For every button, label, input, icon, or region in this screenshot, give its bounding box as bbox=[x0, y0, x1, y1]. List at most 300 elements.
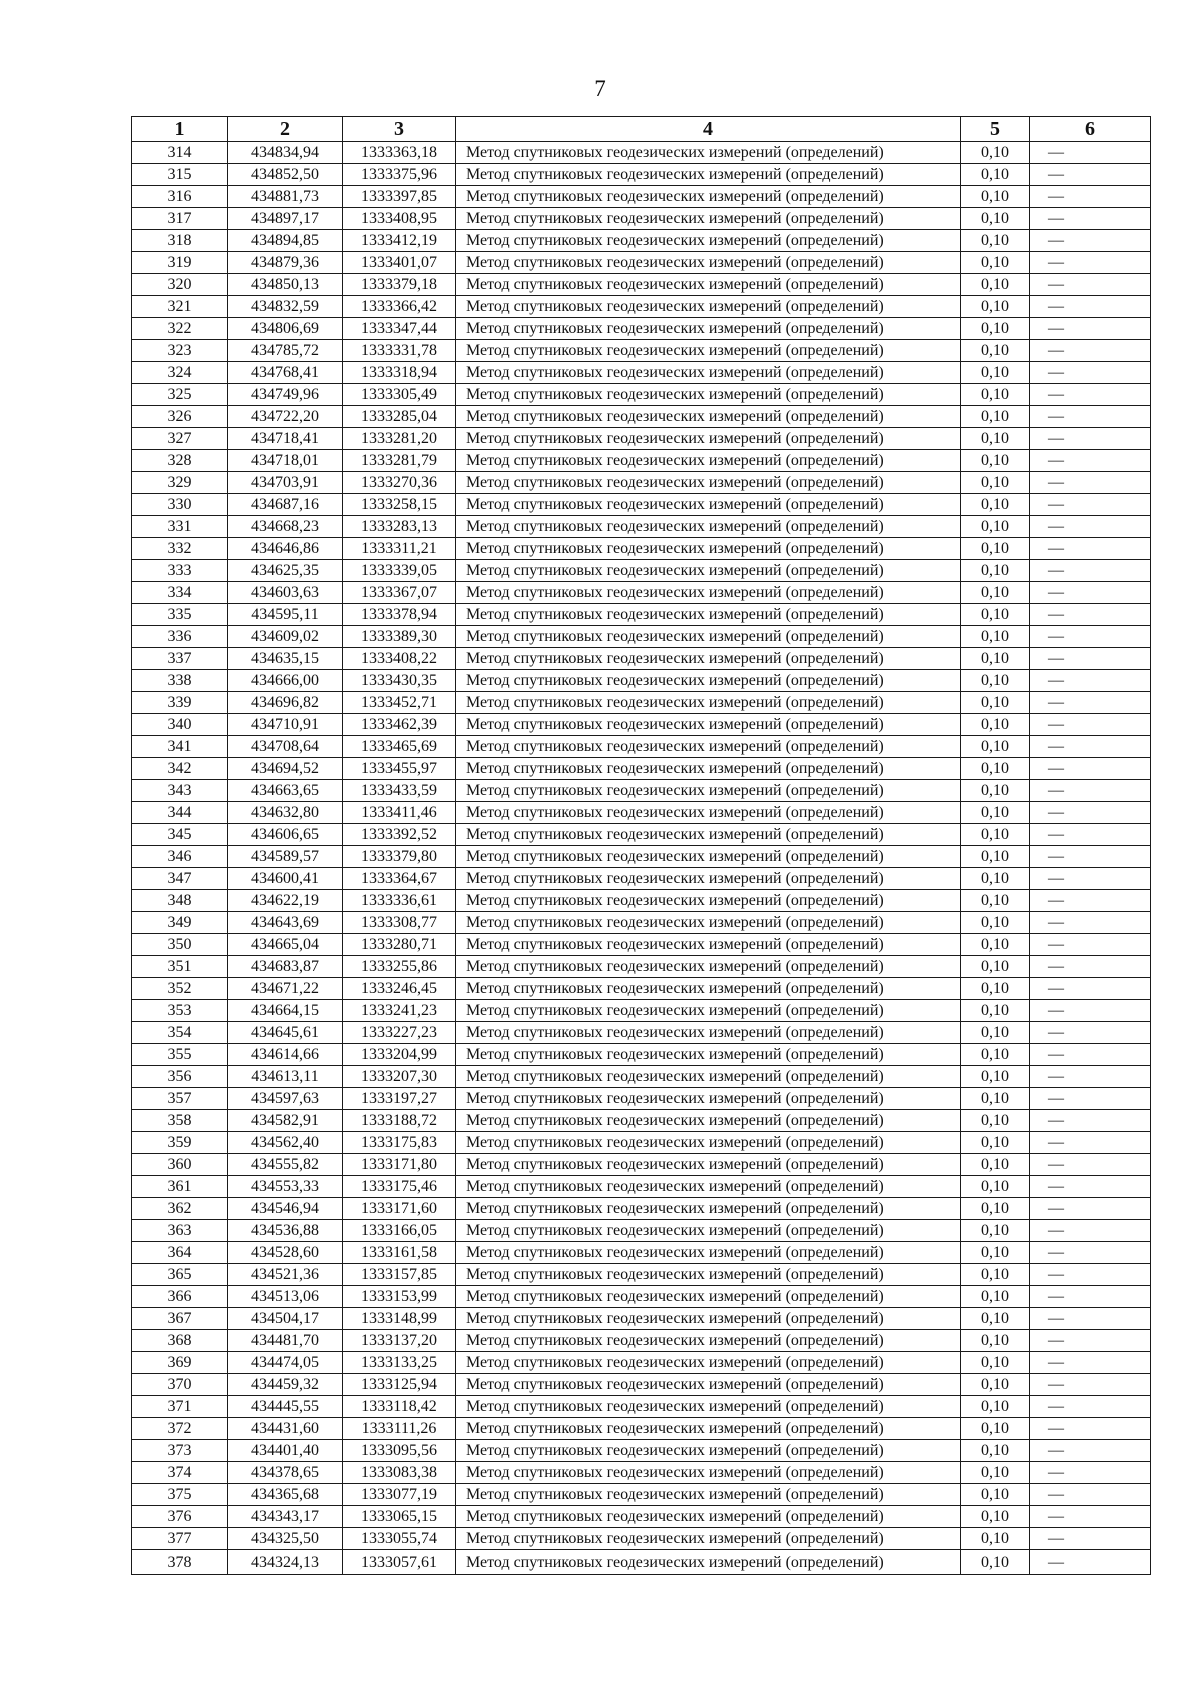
x-coordinate-cell: 434852,50 bbox=[228, 164, 343, 186]
note-cell: — bbox=[1030, 912, 1151, 934]
point-number-cell: 334 bbox=[132, 582, 228, 604]
note-cell: — bbox=[1030, 1066, 1151, 1088]
y-coordinate-cell: 1333197,27 bbox=[343, 1088, 456, 1110]
table-row bbox=[132, 1418, 1151, 1440]
x-coordinate-cell: 434664,15 bbox=[228, 1000, 343, 1022]
point-number-cell: 338 bbox=[132, 670, 228, 692]
table-row bbox=[132, 186, 1151, 208]
accuracy-cell: 0,10 bbox=[961, 538, 1030, 560]
y-coordinate-cell: 1333057,61 bbox=[343, 1550, 456, 1575]
method-cell: Метод спутниковых геодезических измерений (определений) bbox=[456, 164, 961, 186]
method-cell: Метод спутниковых геодезических измерений (определений) bbox=[456, 1330, 961, 1352]
accuracy-cell: 0,10 bbox=[961, 868, 1030, 890]
note-cell: — bbox=[1030, 1242, 1151, 1264]
method-cell: Метод спутниковых геодезических измерений (определений) bbox=[456, 824, 961, 846]
point-number-cell: 336 bbox=[132, 626, 228, 648]
accuracy-cell: 0,10 bbox=[961, 1242, 1030, 1264]
method-cell: Метод спутниковых геодезических измерений (определений) bbox=[456, 230, 961, 252]
y-coordinate-cell: 1333111,26 bbox=[343, 1418, 456, 1440]
accuracy-cell: 0,10 bbox=[961, 626, 1030, 648]
x-coordinate-cell: 434632,80 bbox=[228, 802, 343, 824]
x-coordinate-cell: 434643,69 bbox=[228, 912, 343, 934]
table-row bbox=[132, 230, 1151, 252]
accuracy-cell: 0,10 bbox=[961, 274, 1030, 296]
accuracy-cell: 0,10 bbox=[961, 494, 1030, 516]
point-number-cell: 362 bbox=[132, 1198, 228, 1220]
method-cell: Метод спутниковых геодезических измерений (определений) bbox=[456, 1528, 961, 1550]
x-coordinate-cell: 434325,50 bbox=[228, 1528, 343, 1550]
method-cell: Метод спутниковых геодезических измерений (определений) bbox=[456, 1396, 961, 1418]
x-coordinate-cell: 434324,13 bbox=[228, 1550, 343, 1575]
note-cell: — bbox=[1030, 1154, 1151, 1176]
note-cell: — bbox=[1030, 1132, 1151, 1154]
accuracy-cell: 0,10 bbox=[961, 1088, 1030, 1110]
note-cell: — bbox=[1030, 1462, 1151, 1484]
y-coordinate-cell: 1333157,85 bbox=[343, 1264, 456, 1286]
y-coordinate-cell: 1333455,97 bbox=[343, 758, 456, 780]
x-coordinate-cell: 434710,91 bbox=[228, 714, 343, 736]
table-row bbox=[132, 1286, 1151, 1308]
accuracy-cell: 0,10 bbox=[961, 714, 1030, 736]
method-cell: Метод спутниковых геодезических измерений (определений) bbox=[456, 1110, 961, 1132]
accuracy-cell: 0,10 bbox=[961, 186, 1030, 208]
method-cell: Метод спутниковых геодезических измерений (определений) bbox=[456, 1484, 961, 1506]
coordinates-table bbox=[131, 116, 1151, 1575]
x-coordinate-cell: 434614,66 bbox=[228, 1044, 343, 1066]
x-coordinate-cell: 434622,19 bbox=[228, 890, 343, 912]
accuracy-cell: 0,10 bbox=[961, 1000, 1030, 1022]
note-cell: — bbox=[1030, 582, 1151, 604]
x-coordinate-cell: 434521,36 bbox=[228, 1264, 343, 1286]
table-row bbox=[132, 1506, 1151, 1528]
note-cell: — bbox=[1030, 142, 1151, 164]
method-cell: Метод спутниковых геодезических измерений (определений) bbox=[456, 978, 961, 1000]
note-cell: — bbox=[1030, 714, 1151, 736]
x-coordinate-cell: 434365,68 bbox=[228, 1484, 343, 1506]
note-cell: — bbox=[1030, 890, 1151, 912]
note-cell: — bbox=[1030, 648, 1151, 670]
table-row bbox=[132, 1396, 1151, 1418]
point-number-cell: 332 bbox=[132, 538, 228, 560]
point-number-cell: 333 bbox=[132, 560, 228, 582]
y-coordinate-cell: 1333204,99 bbox=[343, 1044, 456, 1066]
accuracy-cell: 0,10 bbox=[961, 230, 1030, 252]
method-cell: Метод спутниковых геодезических измерений (определений) bbox=[456, 428, 961, 450]
note-cell: — bbox=[1030, 692, 1151, 714]
x-coordinate-cell: 434459,32 bbox=[228, 1374, 343, 1396]
accuracy-cell: 0,10 bbox=[961, 516, 1030, 538]
table-row bbox=[132, 780, 1151, 802]
point-number-cell: 376 bbox=[132, 1506, 228, 1528]
x-coordinate-cell: 434879,36 bbox=[228, 252, 343, 274]
table-row bbox=[132, 208, 1151, 230]
point-number-cell: 340 bbox=[132, 714, 228, 736]
table-header-row bbox=[132, 117, 1151, 142]
note-cell: — bbox=[1030, 1000, 1151, 1022]
point-number-cell: 325 bbox=[132, 384, 228, 406]
point-number-cell: 342 bbox=[132, 758, 228, 780]
point-number-cell: 318 bbox=[132, 230, 228, 252]
y-coordinate-cell: 1333411,46 bbox=[343, 802, 456, 824]
table-row bbox=[132, 1462, 1151, 1484]
table-row bbox=[132, 956, 1151, 978]
point-number-cell: 353 bbox=[132, 1000, 228, 1022]
method-cell: Метод спутниковых геодезических измерений (определений) bbox=[456, 1132, 961, 1154]
table-row bbox=[132, 692, 1151, 714]
table-row bbox=[132, 274, 1151, 296]
table-row bbox=[132, 1242, 1151, 1264]
point-number-cell: 316 bbox=[132, 186, 228, 208]
accuracy-cell: 0,10 bbox=[961, 208, 1030, 230]
table-row bbox=[132, 1000, 1151, 1022]
y-coordinate-cell: 1333281,20 bbox=[343, 428, 456, 450]
note-cell: — bbox=[1030, 956, 1151, 978]
table-row bbox=[132, 1308, 1151, 1330]
point-number-cell: 319 bbox=[132, 252, 228, 274]
y-coordinate-cell: 1333077,19 bbox=[343, 1484, 456, 1506]
header-col-1: 1 bbox=[132, 117, 228, 142]
point-number-cell: 327 bbox=[132, 428, 228, 450]
table-row bbox=[132, 472, 1151, 494]
x-coordinate-cell: 434378,65 bbox=[228, 1462, 343, 1484]
y-coordinate-cell: 1333379,18 bbox=[343, 274, 456, 296]
x-coordinate-cell: 434401,40 bbox=[228, 1440, 343, 1462]
note-cell: — bbox=[1030, 208, 1151, 230]
accuracy-cell: 0,10 bbox=[961, 692, 1030, 714]
y-coordinate-cell: 1333379,80 bbox=[343, 846, 456, 868]
note-cell: — bbox=[1030, 1022, 1151, 1044]
accuracy-cell: 0,10 bbox=[961, 1440, 1030, 1462]
table-row bbox=[132, 428, 1151, 450]
accuracy-cell: 0,10 bbox=[961, 362, 1030, 384]
point-number-cell: 363 bbox=[132, 1220, 228, 1242]
note-cell: — bbox=[1030, 846, 1151, 868]
point-number-cell: 375 bbox=[132, 1484, 228, 1506]
x-coordinate-cell: 434555,82 bbox=[228, 1154, 343, 1176]
point-number-cell: 357 bbox=[132, 1088, 228, 1110]
table-row bbox=[132, 890, 1151, 912]
y-coordinate-cell: 1333452,71 bbox=[343, 692, 456, 714]
accuracy-cell: 0,10 bbox=[961, 296, 1030, 318]
y-coordinate-cell: 1333311,21 bbox=[343, 538, 456, 560]
note-cell: — bbox=[1030, 538, 1151, 560]
method-cell: Метод спутниковых геодезических измерений (определений) bbox=[456, 472, 961, 494]
header-col-5: 5 bbox=[961, 117, 1030, 142]
y-coordinate-cell: 1333412,19 bbox=[343, 230, 456, 252]
y-coordinate-cell: 1333137,20 bbox=[343, 1330, 456, 1352]
y-coordinate-cell: 1333148,99 bbox=[343, 1308, 456, 1330]
note-cell: — bbox=[1030, 472, 1151, 494]
accuracy-cell: 0,10 bbox=[961, 1352, 1030, 1374]
y-coordinate-cell: 1333118,42 bbox=[343, 1396, 456, 1418]
table-row bbox=[132, 1088, 1151, 1110]
method-cell: Метод спутниковых геодезических измерений (определений) bbox=[456, 186, 961, 208]
table-row bbox=[132, 296, 1151, 318]
point-number-cell: 371 bbox=[132, 1396, 228, 1418]
accuracy-cell: 0,10 bbox=[961, 1220, 1030, 1242]
point-number-cell: 343 bbox=[132, 780, 228, 802]
accuracy-cell: 0,10 bbox=[961, 340, 1030, 362]
y-coordinate-cell: 1333133,25 bbox=[343, 1352, 456, 1374]
x-coordinate-cell: 434894,85 bbox=[228, 230, 343, 252]
accuracy-cell: 0,10 bbox=[961, 1154, 1030, 1176]
method-cell: Метод спутниковых геодезических измерений (определений) bbox=[456, 1550, 961, 1575]
method-cell: Метод спутниковых геодезических измерений (определений) bbox=[456, 384, 961, 406]
point-number-cell: 341 bbox=[132, 736, 228, 758]
y-coordinate-cell: 1333175,83 bbox=[343, 1132, 456, 1154]
y-coordinate-cell: 1333255,86 bbox=[343, 956, 456, 978]
x-coordinate-cell: 434536,88 bbox=[228, 1220, 343, 1242]
method-cell: Метод спутниковых геодезических измерений (определений) bbox=[456, 1066, 961, 1088]
accuracy-cell: 0,10 bbox=[961, 780, 1030, 802]
y-coordinate-cell: 1333171,80 bbox=[343, 1154, 456, 1176]
method-cell: Метод спутниковых геодезических измерений (определений) bbox=[456, 1286, 961, 1308]
note-cell: — bbox=[1030, 1374, 1151, 1396]
x-coordinate-cell: 434474,05 bbox=[228, 1352, 343, 1374]
accuracy-cell: 0,10 bbox=[961, 428, 1030, 450]
note-cell: — bbox=[1030, 1264, 1151, 1286]
table-row bbox=[132, 142, 1151, 164]
table-row bbox=[132, 1330, 1151, 1352]
point-number-cell: 355 bbox=[132, 1044, 228, 1066]
accuracy-cell: 0,10 bbox=[961, 1484, 1030, 1506]
x-coordinate-cell: 434635,15 bbox=[228, 648, 343, 670]
method-cell: Метод спутниковых геодезических измерений (определений) bbox=[456, 1198, 961, 1220]
y-coordinate-cell: 1333339,05 bbox=[343, 560, 456, 582]
x-coordinate-cell: 434703,91 bbox=[228, 472, 343, 494]
note-cell: — bbox=[1030, 274, 1151, 296]
note-cell: — bbox=[1030, 340, 1151, 362]
note-cell: — bbox=[1030, 1308, 1151, 1330]
point-number-cell: 346 bbox=[132, 846, 228, 868]
note-cell: — bbox=[1030, 626, 1151, 648]
accuracy-cell: 0,10 bbox=[961, 1528, 1030, 1550]
method-cell: Метод спутниковых геодезических измерений (определений) bbox=[456, 1418, 961, 1440]
accuracy-cell: 0,10 bbox=[961, 252, 1030, 274]
x-coordinate-cell: 434513,06 bbox=[228, 1286, 343, 1308]
table-row bbox=[132, 450, 1151, 472]
accuracy-cell: 0,10 bbox=[961, 912, 1030, 934]
table-row bbox=[132, 934, 1151, 956]
note-cell: — bbox=[1030, 1528, 1151, 1550]
point-number-cell: 329 bbox=[132, 472, 228, 494]
method-cell: Метод спутниковых геодезических измерений (определений) bbox=[456, 890, 961, 912]
method-cell: Метод спутниковых геодезических измерений (определений) bbox=[456, 1352, 961, 1374]
point-number-cell: 321 bbox=[132, 296, 228, 318]
accuracy-cell: 0,10 bbox=[961, 824, 1030, 846]
note-cell: — bbox=[1030, 758, 1151, 780]
point-number-cell: 360 bbox=[132, 1154, 228, 1176]
table-row bbox=[132, 1176, 1151, 1198]
x-coordinate-cell: 434668,23 bbox=[228, 516, 343, 538]
note-cell: — bbox=[1030, 868, 1151, 890]
y-coordinate-cell: 1333161,58 bbox=[343, 1242, 456, 1264]
point-number-cell: 373 bbox=[132, 1440, 228, 1462]
note-cell: — bbox=[1030, 1176, 1151, 1198]
point-number-cell: 331 bbox=[132, 516, 228, 538]
x-coordinate-cell: 434665,04 bbox=[228, 934, 343, 956]
point-number-cell: 320 bbox=[132, 274, 228, 296]
x-coordinate-cell: 434546,94 bbox=[228, 1198, 343, 1220]
table-row bbox=[132, 406, 1151, 428]
point-number-cell: 339 bbox=[132, 692, 228, 714]
note-cell: — bbox=[1030, 428, 1151, 450]
note-cell: — bbox=[1030, 934, 1151, 956]
y-coordinate-cell: 1333227,23 bbox=[343, 1022, 456, 1044]
table-row bbox=[132, 582, 1151, 604]
x-coordinate-cell: 434718,41 bbox=[228, 428, 343, 450]
method-cell: Метод спутниковых геодезических измерений (определений) bbox=[456, 1374, 961, 1396]
note-cell: — bbox=[1030, 362, 1151, 384]
point-number-cell: 324 bbox=[132, 362, 228, 384]
note-cell: — bbox=[1030, 494, 1151, 516]
y-coordinate-cell: 1333065,15 bbox=[343, 1506, 456, 1528]
point-number-cell: 361 bbox=[132, 1176, 228, 1198]
y-coordinate-cell: 1333336,61 bbox=[343, 890, 456, 912]
method-cell: Метод спутниковых геодезических измерений (определений) bbox=[456, 340, 961, 362]
x-coordinate-cell: 434504,17 bbox=[228, 1308, 343, 1330]
accuracy-cell: 0,10 bbox=[961, 164, 1030, 186]
table-row bbox=[132, 362, 1151, 384]
accuracy-cell: 0,10 bbox=[961, 648, 1030, 670]
x-coordinate-cell: 434600,41 bbox=[228, 868, 343, 890]
table-row bbox=[132, 824, 1151, 846]
method-cell: Метод спутниковых геодезических измерений (определений) bbox=[456, 802, 961, 824]
note-cell: — bbox=[1030, 1110, 1151, 1132]
note-cell: — bbox=[1030, 824, 1151, 846]
accuracy-cell: 0,10 bbox=[961, 956, 1030, 978]
method-cell: Метод спутниковых геодезических измерений (определений) bbox=[456, 494, 961, 516]
point-number-cell: 358 bbox=[132, 1110, 228, 1132]
table-row bbox=[132, 340, 1151, 362]
point-number-cell: 349 bbox=[132, 912, 228, 934]
accuracy-cell: 0,10 bbox=[961, 384, 1030, 406]
x-coordinate-cell: 434806,69 bbox=[228, 318, 343, 340]
point-number-cell: 367 bbox=[132, 1308, 228, 1330]
method-cell: Метод спутниковых геодезических измерений (определений) bbox=[456, 1000, 961, 1022]
header-col-2: 2 bbox=[228, 117, 343, 142]
note-cell: — bbox=[1030, 780, 1151, 802]
x-coordinate-cell: 434646,86 bbox=[228, 538, 343, 560]
x-coordinate-cell: 434528,60 bbox=[228, 1242, 343, 1264]
x-coordinate-cell: 434553,33 bbox=[228, 1176, 343, 1198]
note-cell: — bbox=[1030, 560, 1151, 582]
accuracy-cell: 0,10 bbox=[961, 142, 1030, 164]
method-cell: Метод спутниковых геодезических измерений (определений) bbox=[456, 406, 961, 428]
point-number-cell: 315 bbox=[132, 164, 228, 186]
method-cell: Метод спутниковых геодезических измерений (определений) bbox=[456, 516, 961, 538]
y-coordinate-cell: 1333283,13 bbox=[343, 516, 456, 538]
table-row bbox=[132, 714, 1151, 736]
table-body bbox=[132, 142, 1151, 1575]
accuracy-cell: 0,10 bbox=[961, 560, 1030, 582]
table-row bbox=[132, 384, 1151, 406]
y-coordinate-cell: 1333397,85 bbox=[343, 186, 456, 208]
accuracy-cell: 0,10 bbox=[961, 1132, 1030, 1154]
point-number-cell: 368 bbox=[132, 1330, 228, 1352]
method-cell: Метод спутниковых геодезических измерений (определений) bbox=[456, 362, 961, 384]
accuracy-cell: 0,10 bbox=[961, 1506, 1030, 1528]
accuracy-cell: 0,10 bbox=[961, 318, 1030, 340]
method-cell: Метод спутниковых геодезических измерений (определений) bbox=[456, 450, 961, 472]
table-row bbox=[132, 1132, 1151, 1154]
accuracy-cell: 0,10 bbox=[961, 1308, 1030, 1330]
note-cell: — bbox=[1030, 1330, 1151, 1352]
note-cell: — bbox=[1030, 1088, 1151, 1110]
accuracy-cell: 0,10 bbox=[961, 802, 1030, 824]
y-coordinate-cell: 1333364,67 bbox=[343, 868, 456, 890]
note-cell: — bbox=[1030, 1044, 1151, 1066]
method-cell: Метод спутниковых геодезических измерений (определений) bbox=[456, 846, 961, 868]
accuracy-cell: 0,10 bbox=[961, 1110, 1030, 1132]
x-coordinate-cell: 434597,63 bbox=[228, 1088, 343, 1110]
y-coordinate-cell: 1333153,99 bbox=[343, 1286, 456, 1308]
x-coordinate-cell: 434687,16 bbox=[228, 494, 343, 516]
method-cell: Метод спутниковых геодезических измерений (определений) bbox=[456, 780, 961, 802]
y-coordinate-cell: 1333389,30 bbox=[343, 626, 456, 648]
method-cell: Метод спутниковых геодезических измерений (определений) bbox=[456, 296, 961, 318]
method-cell: Метод спутниковых геодезических измерений (определений) bbox=[456, 1154, 961, 1176]
note-cell: — bbox=[1030, 384, 1151, 406]
accuracy-cell: 0,10 bbox=[961, 1374, 1030, 1396]
x-coordinate-cell: 434722,20 bbox=[228, 406, 343, 428]
table-row bbox=[132, 1044, 1151, 1066]
accuracy-cell: 0,10 bbox=[961, 1044, 1030, 1066]
x-coordinate-cell: 434431,60 bbox=[228, 1418, 343, 1440]
x-coordinate-cell: 434832,59 bbox=[228, 296, 343, 318]
table-row bbox=[132, 252, 1151, 274]
method-cell: Метод спутниковых геодезических измерений (определений) bbox=[456, 714, 961, 736]
accuracy-cell: 0,10 bbox=[961, 1418, 1030, 1440]
accuracy-cell: 0,10 bbox=[961, 846, 1030, 868]
note-cell: — bbox=[1030, 978, 1151, 1000]
note-cell: — bbox=[1030, 1396, 1151, 1418]
y-coordinate-cell: 1333188,72 bbox=[343, 1110, 456, 1132]
method-cell: Метод спутниковых геодезических измерений (определений) bbox=[456, 1308, 961, 1330]
point-number-cell: 374 bbox=[132, 1462, 228, 1484]
method-cell: Метод спутниковых геодезических измерений (определений) bbox=[456, 252, 961, 274]
point-number-cell: 322 bbox=[132, 318, 228, 340]
point-number-cell: 378 bbox=[132, 1550, 228, 1575]
method-cell: Метод спутниковых геодезических измерений (определений) bbox=[456, 1176, 961, 1198]
point-number-cell: 370 bbox=[132, 1374, 228, 1396]
x-coordinate-cell: 434850,13 bbox=[228, 274, 343, 296]
accuracy-cell: 0,10 bbox=[961, 890, 1030, 912]
method-cell: Метод спутниковых геодезических измерений (определений) bbox=[456, 912, 961, 934]
table-row bbox=[132, 516, 1151, 538]
point-number-cell: 323 bbox=[132, 340, 228, 362]
y-coordinate-cell: 1333392,52 bbox=[343, 824, 456, 846]
y-coordinate-cell: 1333125,94 bbox=[343, 1374, 456, 1396]
y-coordinate-cell: 1333465,69 bbox=[343, 736, 456, 758]
method-cell: Метод спутниковых геодезических измерений (определений) bbox=[456, 1440, 961, 1462]
y-coordinate-cell: 1333055,74 bbox=[343, 1528, 456, 1550]
table-row bbox=[132, 912, 1151, 934]
method-cell: Метод спутниковых геодезических измерений (определений) bbox=[456, 1220, 961, 1242]
x-coordinate-cell: 434625,35 bbox=[228, 560, 343, 582]
y-coordinate-cell: 1333305,49 bbox=[343, 384, 456, 406]
accuracy-cell: 0,10 bbox=[961, 604, 1030, 626]
y-coordinate-cell: 1333241,23 bbox=[343, 1000, 456, 1022]
accuracy-cell: 0,10 bbox=[961, 934, 1030, 956]
y-coordinate-cell: 1333166,05 bbox=[343, 1220, 456, 1242]
table-row bbox=[132, 318, 1151, 340]
x-coordinate-cell: 434694,52 bbox=[228, 758, 343, 780]
y-coordinate-cell: 1333280,71 bbox=[343, 934, 456, 956]
accuracy-cell: 0,10 bbox=[961, 1330, 1030, 1352]
accuracy-cell: 0,10 bbox=[961, 978, 1030, 1000]
x-coordinate-cell: 434683,87 bbox=[228, 956, 343, 978]
